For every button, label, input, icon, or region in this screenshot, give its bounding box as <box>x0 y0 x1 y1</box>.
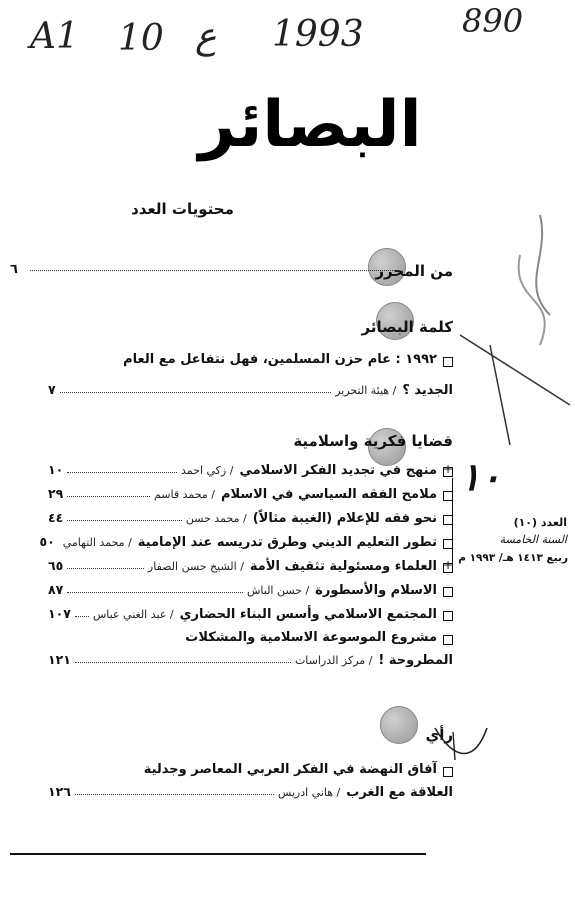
toc-item-author: / الشيخ حسن الصفار <box>147 560 244 573</box>
opinion-line-2 <box>48 784 453 804</box>
toc-item <box>48 486 453 506</box>
dot-leader <box>67 592 243 593</box>
opinion-line-1 <box>48 762 453 782</box>
opinion-section-title: رأي <box>425 726 453 744</box>
word-line-1 <box>48 352 453 372</box>
dot-leader <box>67 568 144 569</box>
toc-item <box>48 510 453 530</box>
dot-leader <box>75 662 291 663</box>
handwritten-day: 10 <box>118 18 164 59</box>
toc-item-author: / زكي احمد <box>181 464 234 477</box>
issue-label: العدد (١٠) <box>513 516 567 529</box>
dot-leader <box>75 616 89 617</box>
toc-item-title: المجتمع الاسلامي وأسس البناء الحضاري <box>179 607 437 622</box>
toc-item <box>48 606 453 626</box>
opinion-line-1-text: آفاق النهضة في الفكر العربي المعاصر وجدلية <box>143 762 437 777</box>
toc-item-page: ١٠ <box>48 462 64 477</box>
handwritten-plus-mark: + <box>443 558 454 572</box>
handwritten-catalog: A1 <box>30 16 79 57</box>
opinion-page-number: ١٢٦ <box>48 784 71 799</box>
toc-item-author: / محمد حسن <box>185 512 247 525</box>
handwritten-plus-mark: + <box>443 462 454 476</box>
handwritten-margin-marks <box>420 195 575 455</box>
toc-item-page: ١٠٧ <box>48 606 71 621</box>
opinion-line-2-author: / هاني ادريس <box>277 786 341 799</box>
toc-item-title: نحو فقه للإعلام (الغيبة مثالاً) <box>252 511 437 526</box>
opinion-line-2-title: العلاقة مع الغرب <box>346 785 453 800</box>
issue-number-large: ١٠ <box>460 454 501 499</box>
toc-item-title: تطور التعليم الديني وطرق تدريسه عند الإمامية <box>137 535 437 550</box>
handwritten-year: 1993 <box>272 14 364 55</box>
issues-section-title: قضايا فكرية واسلامية <box>293 432 453 450</box>
toc-item-title: مشروع الموسوعة الاسلامية والمشكلات <box>185 630 437 645</box>
toc-item-author: / محمد قاسم <box>153 488 215 501</box>
toc-item-page: ٤٤ <box>48 510 64 525</box>
dot-leader <box>30 270 395 271</box>
toc-item-author: / محمد التهامي <box>62 536 132 549</box>
word-page-number: ٧ <box>48 382 56 397</box>
toc-item <box>48 630 453 650</box>
toc-item-author: / حسن الباش <box>246 584 310 597</box>
toc-item <box>48 652 453 672</box>
toc-item-author: / عبد الغني عباس <box>92 608 174 621</box>
year-label: السنة الخامسة <box>499 533 567 546</box>
toc-item-page: ٢٩ <box>48 486 64 501</box>
checkbox-icon <box>443 767 453 777</box>
toc-item-title: منهج في تجديد الفكر الاسلامي <box>239 463 437 478</box>
toc-item-page: ٦٥ <box>48 558 64 573</box>
toc-item-page: ١٢١ <box>48 652 71 667</box>
dot-leader <box>75 794 274 795</box>
toc-item-title: الاسلام والأسطورة <box>315 583 437 598</box>
word-line-1-text: ١٩٩٢ : عام حزن المسلمين، فهل نتفاعل مع العام <box>123 352 437 367</box>
section-badge-icon <box>380 706 418 744</box>
word-line-2 <box>48 382 453 402</box>
toc-item-page: ٥٠ <box>39 534 55 549</box>
word-section-title: كلمة البصائر <box>361 318 453 336</box>
toc-item <box>39 534 453 554</box>
checkbox-icon <box>443 611 453 621</box>
contents-heading: محتويات العدد <box>131 200 234 218</box>
toc-item-title: المطروحة ! <box>378 653 453 668</box>
handwritten-bracket-mark <box>425 722 495 766</box>
dot-leader <box>60 392 332 393</box>
toc-item-author: / مركز الدراسات <box>294 654 373 667</box>
checkbox-icon <box>443 587 453 597</box>
toc-item <box>48 558 453 578</box>
bottom-rule <box>10 853 426 855</box>
handwritten-number: 890 <box>462 2 524 40</box>
editor-section-title: من المحرر <box>375 262 453 280</box>
masthead-logo: البصائر <box>198 88 422 162</box>
date-label: ربيع ١٤١٣ هـ/ ١٩٩٣ م <box>458 552 568 564</box>
toc-item-page: ٨٧ <box>48 582 64 597</box>
dot-leader <box>67 520 182 521</box>
checkbox-icon <box>443 635 453 645</box>
handwritten-month: ع <box>195 16 217 57</box>
word-line-2-author: / هيئة التحرير <box>335 384 397 397</box>
editor-page-number: ٦ <box>10 262 18 277</box>
toc-item-title: العلماء ومسئولية تثقيف الأمة <box>249 559 437 574</box>
toc-item <box>48 462 453 482</box>
toc-item <box>48 582 453 602</box>
toc-item-title: ملامح الفقه السياسي في الاسلام <box>220 487 437 502</box>
dot-leader <box>67 496 150 497</box>
dot-leader <box>67 472 177 473</box>
word-line-2-title: الجديد ؟ <box>402 383 453 398</box>
